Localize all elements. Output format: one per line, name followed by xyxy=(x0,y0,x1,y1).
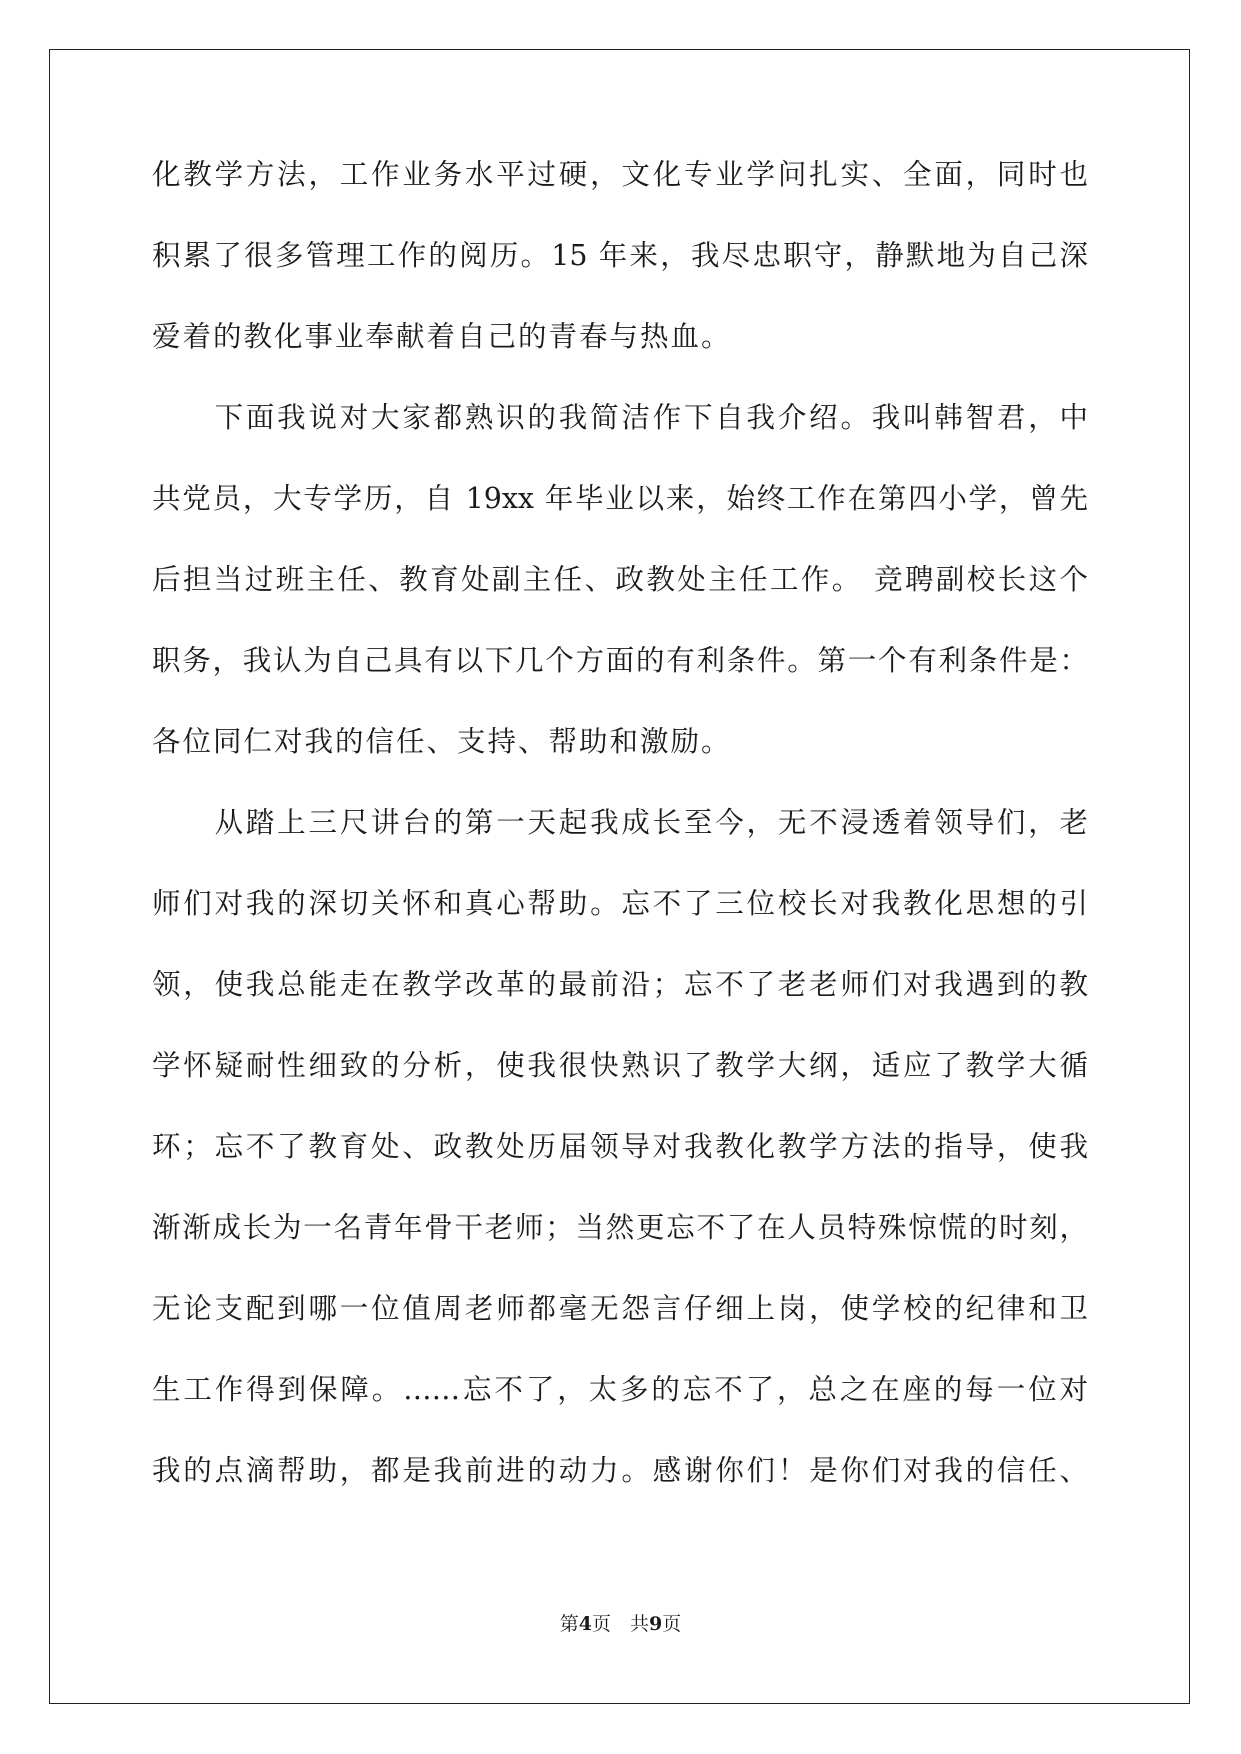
text-line: 生工作得到保障。……忘不了，太多的忘不了，总之在座的每一位对 xyxy=(152,1373,1088,1406)
text-line: 从踏上三尺讲台的第一天起我成长至今，无不浸透着领导们，老 xyxy=(152,806,1088,839)
text-line: 职务，我认为自己具有以下几个方面的有利条件。第一个有利条件是： xyxy=(152,644,1088,677)
text-line: 化教学方法，工作业务水平过硬，文化专业学问扎实、全面，同时也 xyxy=(152,158,1088,191)
text-line: 我的点滴帮助，都是我前进的动力。感谢你们！是你们对我的信任、 xyxy=(152,1454,1088,1487)
text-line: 爱着的教化事业奉献着自己的青春与热血。 xyxy=(152,320,732,353)
text-line: 领，使我总能走在教学改革的最前沿；忘不了老老师们对我遇到的教 xyxy=(152,968,1088,1001)
page-number: 4 xyxy=(578,1613,592,1635)
text-line: 渐渐成长为一名青年骨干老师；当然更忘不了在人员特殊惊慌的时刻， xyxy=(152,1211,1088,1244)
text-line: 师们对我的深切关怀和真心帮助。忘不了三位校长对我教化思想的引 xyxy=(152,887,1088,920)
page-footer xyxy=(0,1612,1241,1636)
text-line: 学怀疑耐性细致的分析，使我很快熟识了教学大纲，适应了教学大循 xyxy=(152,1049,1088,1082)
text-line: 各位同仁对我的信任、支持、帮助和激励。 xyxy=(152,725,732,758)
text-line: 下面我说对大家都熟识的我简洁作下自我介绍。我叫韩智君，中 xyxy=(152,401,1088,434)
footer-middle: 页 共 xyxy=(591,1613,649,1635)
text-line: 环；忘不了教育处、政教处历届领导对我教化教学方法的指导，使我 xyxy=(152,1130,1088,1163)
text-line: 后担当过班主任、教育处副主任、政教处主任工作。 竞聘副校长这个 xyxy=(152,563,1088,596)
text-line: 共党员，大专学历，自 19xx 年毕业以来，始终工作在第四小学，曾先 xyxy=(152,482,1088,515)
document-body xyxy=(152,155,1088,1532)
text-line: 无论支配到哪一位值周老师都毫无怨言仔细上岗，使学校的纪律和卫 xyxy=(152,1292,1088,1325)
total-pages: 9 xyxy=(649,1613,663,1635)
footer-prefix: 第 xyxy=(559,1613,579,1635)
text-line: 积累了很多管理工作的阅历。15 年来，我尽忠职守，静默地为自己深 xyxy=(152,239,1088,272)
footer-suffix: 页 xyxy=(662,1613,682,1635)
